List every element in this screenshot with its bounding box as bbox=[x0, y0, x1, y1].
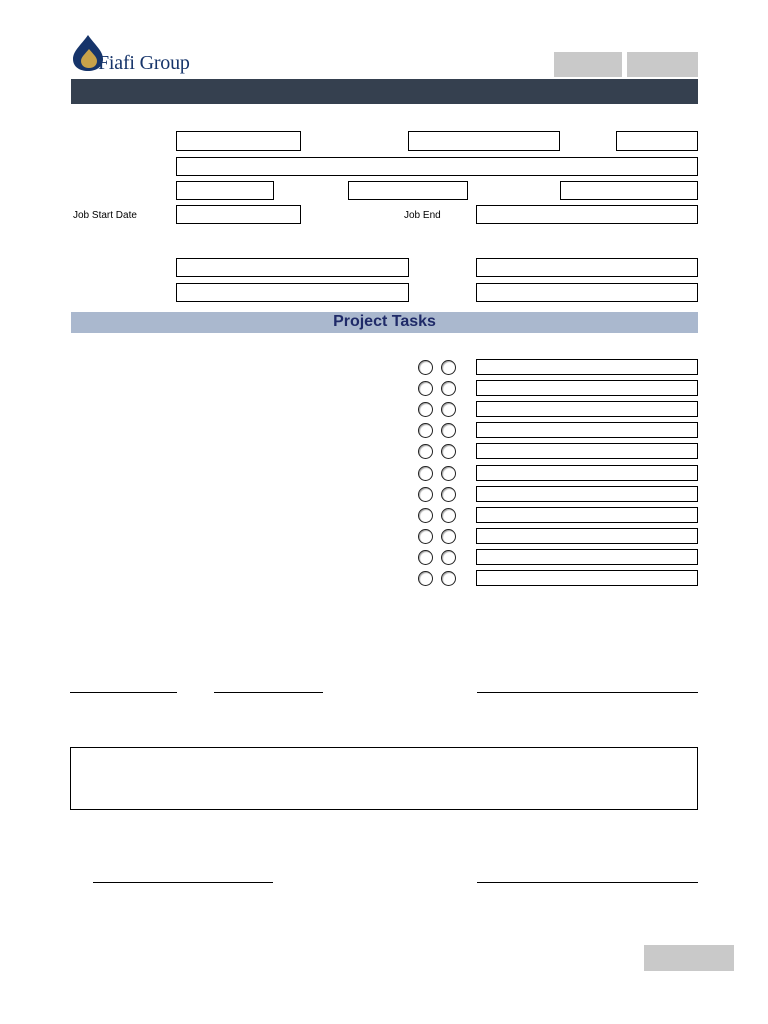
task-radio-a[interactable] bbox=[418, 487, 433, 502]
task-radio-b[interactable] bbox=[441, 444, 456, 459]
task-field[interactable] bbox=[476, 528, 698, 544]
job-field-3[interactable] bbox=[616, 131, 698, 151]
company-name: Fiafi Group bbox=[98, 52, 190, 74]
task-field[interactable] bbox=[476, 401, 698, 417]
task-radio-a[interactable] bbox=[418, 550, 433, 565]
task-radio-b[interactable] bbox=[441, 550, 456, 565]
signature-line-2 bbox=[214, 692, 323, 693]
signature-line-1 bbox=[70, 692, 177, 693]
task-radio-b[interactable] bbox=[441, 466, 456, 481]
notes-box[interactable] bbox=[70, 747, 698, 810]
task-radio-a[interactable] bbox=[418, 571, 433, 586]
project-tasks-title: Project Tasks bbox=[333, 313, 436, 330]
project-tasks-bar bbox=[71, 312, 698, 333]
job-address-field[interactable] bbox=[176, 157, 698, 176]
header-button-2[interactable] bbox=[627, 52, 698, 77]
job-field-2[interactable] bbox=[408, 131, 560, 151]
signature-line-4 bbox=[93, 882, 273, 883]
job-field-5[interactable] bbox=[348, 181, 468, 200]
signature-line-5 bbox=[477, 882, 698, 883]
task-radio-a[interactable] bbox=[418, 381, 433, 396]
task-radio-b[interactable] bbox=[441, 571, 456, 586]
task-field[interactable] bbox=[476, 443, 698, 459]
task-radio-b[interactable] bbox=[441, 508, 456, 523]
signature-line-3 bbox=[477, 692, 698, 693]
job-start-date-field[interactable] bbox=[176, 205, 301, 224]
task-radio-b[interactable] bbox=[441, 487, 456, 502]
task-field[interactable] bbox=[476, 380, 698, 396]
company-logo bbox=[72, 34, 202, 74]
job-field-6[interactable] bbox=[560, 181, 698, 200]
task-field[interactable] bbox=[476, 465, 698, 481]
task-radio-a[interactable] bbox=[418, 529, 433, 544]
task-radio-b[interactable] bbox=[441, 423, 456, 438]
task-field[interactable] bbox=[476, 422, 698, 438]
task-radio-b[interactable] bbox=[441, 381, 456, 396]
task-radio-b[interactable] bbox=[441, 360, 456, 375]
task-radio-a[interactable] bbox=[418, 360, 433, 375]
header-button-1[interactable] bbox=[554, 52, 622, 77]
task-radio-b[interactable] bbox=[441, 402, 456, 417]
contact-field-4[interactable] bbox=[476, 283, 698, 302]
job-end-field[interactable] bbox=[476, 205, 698, 224]
job-field-4[interactable] bbox=[176, 181, 274, 200]
job-start-date-label: Job Start Date bbox=[73, 210, 137, 221]
task-field[interactable] bbox=[476, 570, 698, 586]
task-radio-a[interactable] bbox=[418, 423, 433, 438]
task-field[interactable] bbox=[476, 486, 698, 502]
header-bar bbox=[71, 79, 698, 104]
job-field-1[interactable] bbox=[176, 131, 301, 151]
task-radio-a[interactable] bbox=[418, 444, 433, 459]
task-field[interactable] bbox=[476, 507, 698, 523]
task-radio-a[interactable] bbox=[418, 508, 433, 523]
task-field[interactable] bbox=[476, 359, 698, 375]
contact-field-1[interactable] bbox=[176, 258, 409, 277]
task-field[interactable] bbox=[476, 549, 698, 565]
task-radio-a[interactable] bbox=[418, 466, 433, 481]
task-radio-a[interactable] bbox=[418, 402, 433, 417]
footer-button[interactable] bbox=[644, 945, 734, 971]
contact-field-3[interactable] bbox=[176, 283, 409, 302]
contact-field-2[interactable] bbox=[476, 258, 698, 277]
task-radio-b[interactable] bbox=[441, 529, 456, 544]
job-end-label: Job End bbox=[404, 210, 441, 221]
